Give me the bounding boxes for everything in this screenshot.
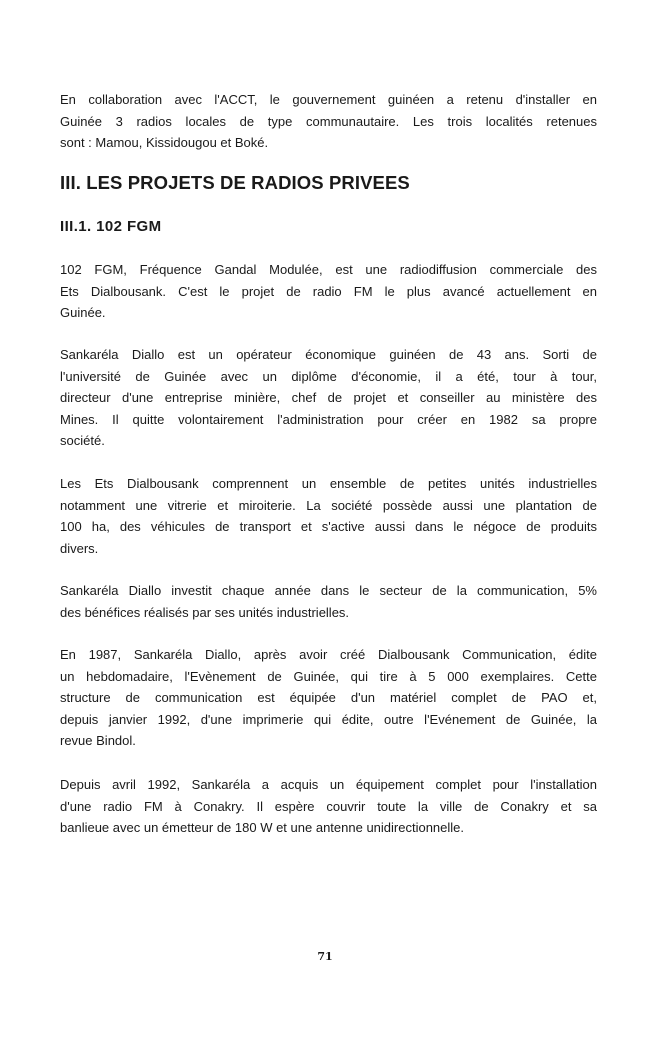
text-line: banlieue avec un émetteur de 180 W et une antenne unidirectionnelle. <box>60 820 465 835</box>
text-line: divers. <box>60 540 99 556</box>
text-line: depuis janvier 1992, d'une imprimerie qui édite, outre l'Evénement de Guinée, la <box>60 711 597 727</box>
text-line: Sankaréla Diallo investit chaque année dans le secteur de la communication, 5% <box>60 583 597 598</box>
text-line: Sankaréla Diallo est un opérateur économique guinéen de 43 ans. Sorti de <box>60 347 597 362</box>
text-line: Guinée 3 radios locales de type communautaire. Les trois localités retenues <box>60 113 597 129</box>
text-line: d'une radio FM à Conakry. Il espère couvrir toute la ville de Conakry et sa <box>60 798 597 814</box>
text-line: 100 ha, des véhicules de transport et s'active aussi dans le négoce de produits <box>60 519 597 534</box>
text-line: En collaboration avec l'ACCT, le gouvernement guinéen a retenu d'installer en <box>60 92 597 107</box>
text-line: Ets Dialbousank. C'est le projet de radio FM le plus avancé actuellement en <box>60 283 597 299</box>
text-line: société. <box>60 433 105 448</box>
text-line: Les Ets Dialbousank comprennent un ensemble de petites unités industrielles <box>60 476 597 491</box>
text-line: notamment une vitrerie et miroiterie. La société possède aussi une plantation de <box>60 497 597 513</box>
paragraph-dialbousank <box>60 473 597 559</box>
text-line: un hebdomadaire, l'Evènement de Guinée, qui tire à 5 000 exemplaires. Cette <box>60 668 597 684</box>
paragraph-102fgm <box>60 259 597 324</box>
text-line: En 1987, Sankaréla Diallo, après avoir créé Dialbousank Communication, édite <box>60 647 597 662</box>
section-heading: III. LES PROJETS DE RADIOS PRIVEES <box>60 172 410 193</box>
text-line: Depuis avril 1992, Sankaréla a acquis un équipement complet pour l'installation <box>60 777 597 792</box>
text-line: sont : Mamou, Kissidougou et Boké. <box>60 135 269 150</box>
paragraph-investment <box>60 580 597 623</box>
text-line: structure de communication est équipée d'un matériel complet de PAO et, <box>60 690 597 705</box>
text-line: directeur d'une entreprise minière, chef de projet et conseiller au ministère des <box>60 390 597 405</box>
subsection-heading: III.1. 102 FGM <box>60 218 162 235</box>
text-line: revue Bindol. <box>60 733 136 748</box>
text-line: Guinée. <box>60 305 106 320</box>
paragraph-diallo-bio <box>60 344 597 452</box>
text-line: l'université de Guinée avec un diplôme d'économie, il a été, tour à tour, <box>60 368 597 384</box>
text-line: 102 FGM, Fréquence Gandal Modulée, est une radiodiffusion commerciale des <box>60 262 597 277</box>
paragraph-1987 <box>60 644 597 752</box>
paragraph-acct <box>60 89 597 154</box>
page-number: 71 <box>317 950 333 963</box>
text-line: des bénéfices réalisés par ses unités industrielles. <box>60 604 350 620</box>
text-line: Mines. Il quitte volontairement l'administration pour créer en 1982 sa propre <box>60 411 597 427</box>
paragraph-1992 <box>60 774 597 839</box>
